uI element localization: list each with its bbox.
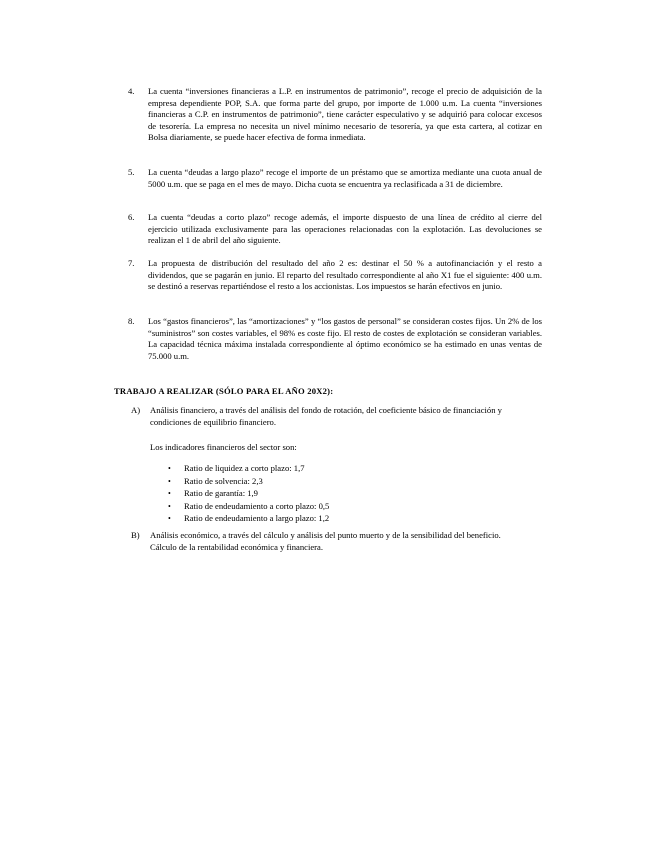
task-text: Análisis económico, a través del cálculo y análisis del punto muerto y de la sensibilidad del beneficio. Cálculo de la rentabilidad económica y financiera. (150, 530, 501, 552)
list-item-8 (128, 316, 542, 362)
bullet-icon: • (168, 501, 171, 511)
list-item-6 (128, 212, 542, 247)
list-item (168, 488, 329, 501)
task-a (131, 405, 511, 428)
list-item (168, 513, 329, 526)
list-item (168, 476, 329, 489)
item-text: Los “gastos financieros”, las “amortizaciones” y “los gastos de personal” se consideran costes fijos. Un 2% de los “suministros” son costes variables, el 98% es coste fijo. El resto de costes de explotación se consideran variables. La capacidad técnica máxima instalada correspondiente al óptimo económico se ha estimado en unas ventas de 75.000 u.m. (148, 316, 542, 361)
list-item-4 (128, 86, 542, 144)
task-letter: B) (131, 530, 140, 540)
list-item-5 (128, 167, 542, 190)
task-text: Análisis financiero, a través del análisis del fondo de rotación, del coeficiente básico de financiación y condiciones de equilibrio financiero. (150, 405, 502, 427)
bullet-icon: • (168, 476, 171, 486)
ratio-text: Ratio de garantía: 1,9 (184, 488, 258, 499)
item-text: La cuenta “deudas a largo plazo” recoge el importe de un préstamo que se amortiza mediante una cuota anual de 5000 u.m. que se paga en el mes de mayo. Dicha cuota se encuentra ya reclasificada a 31 de diciembre. (148, 167, 542, 189)
indicators-intro: Los indicadores financieros del sector son: (150, 442, 297, 452)
bullet-icon: • (168, 464, 171, 473)
ratios-list (168, 463, 329, 526)
item-text: La cuenta “inversiones financieras a L.P. en instrumentos de patrimonio”, recoge el precio de adquisición de la empresa dependiente POP, S.A. que forma parte del grupo, por importe de 1.000 u.m. La cuenta “inversiones financieras a C.P. en instrumentos de patrimonio”, tiene carácter especulativo y se adquirió para colocar excesos de tesorería. La empresa no necesita un nivel mínimo necesario de tesorería, ya que esta cartera, al cotizar en Bolsa diariamente, se puede hacer efectiva de forma inmediata. (148, 86, 542, 143)
bullet-icon: • (168, 489, 171, 499)
item-number: 6. (128, 212, 135, 222)
item-number: 7. (128, 258, 135, 268)
ratio-text: Ratio de solvencia: 2,3 (184, 475, 263, 486)
bullet-icon: • (168, 514, 171, 524)
ratio-text: Ratio de endeudamiento a largo plazo: 1,2 (184, 513, 330, 524)
ratio-text: Ratio de liquidez a corto plazo: 1,7 (184, 463, 305, 473)
item-text: La cuenta “deudas a corto plazo” recoge además, el importe dispuesto de una línea de crédito al cierre del ejercicio utilizada exclusivamente para las operaciones relacionadas con la explotación. Las devoluciones se realizan el 1 de abril del año siguiente. (148, 212, 542, 246)
item-text: La propuesta de distribución del resultado del año 2 es: destinar el 50 % a autofinanciación y el resto a dividendos, que se pagarán en junio. El reparto del resultado correspondiente al año X1 fue el siguiente: 400 u.m. se destinó a reservas repartiéndose el resto a los accionistas. Los impuestos se harán efectivos en junio. (148, 258, 542, 292)
task-letter: A) (131, 405, 141, 415)
item-number: 4. (128, 86, 135, 96)
ratio-text: Ratio de endeudamiento a corto plazo: 0,5 (184, 500, 330, 511)
list-item (168, 501, 329, 514)
section-heading: TRABAJO A REALIZAR (SÓLO PARA EL AÑO 20X2): (114, 386, 334, 396)
list-item-7 (128, 258, 542, 293)
task-b (131, 530, 511, 553)
list-item (168, 463, 329, 476)
item-number: 8. (128, 316, 135, 326)
item-number: 5. (128, 167, 135, 177)
